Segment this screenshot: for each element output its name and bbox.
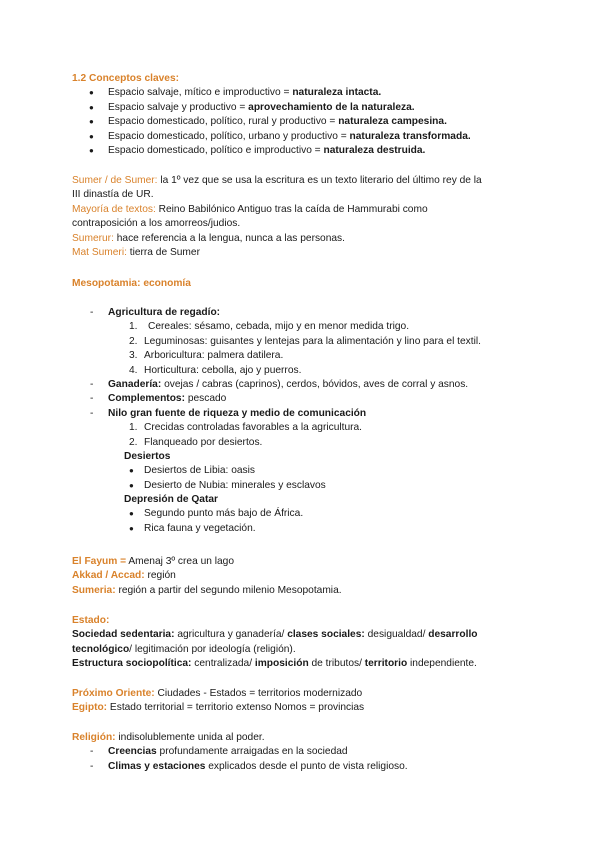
list-item: ● Rica fauna y vegetación. <box>72 522 542 536</box>
dash-marker: - <box>90 746 94 758</box>
definition-proximo-oriente: Próximo Oriente: Ciudades - Estados = territorios modernizado <box>72 688 363 699</box>
list-item: ● Desierto de Nubia: minerales y esclavos <box>72 479 542 493</box>
list-item: 1. Cereales: sésamo, cebada, mijo y en menor medida trigo. <box>129 321 410 333</box>
bullet-marker: ● <box>89 88 94 98</box>
estado-line: Estructura sociopolítica: centralizada/ imposición de tributos/ territorio independiente. <box>72 658 477 670</box>
list-item: - Creencias profundamente arraigadas en la sociedad <box>72 745 542 759</box>
definitions-oriente <box>72 687 542 716</box>
estado-line: Sociedad sedentaria: agricultura y ganadería/ clases sociales: desigualdad/ desarrollo <box>72 629 478 641</box>
list-item: 2. Leguminosas: guisantes y lentejas para la alimentación y lino para el textil. <box>129 335 481 347</box>
bullet-marker: ● <box>89 145 94 155</box>
definition-sumerur: Sumerur: hace referencia a la lengua, nunca a las personas. <box>72 232 345 244</box>
bullet-marker: ● <box>129 480 134 490</box>
economia-list <box>72 306 542 536</box>
list-item: - Complementos: pescado <box>72 392 542 406</box>
definition-mayoria: Mayoría de textos: Reino Babilónico Antiguo tras la caída de Hammurabi como <box>72 203 428 215</box>
list-item: 1. Crecidas controladas favorables a la agricultura. <box>129 422 363 434</box>
bullet-marker: ● <box>89 102 94 112</box>
definition-sumer: Sumer / de Sumer: la 1º vez que se usa la escritura es un texto literario del último rey de la <box>72 175 482 186</box>
dash-marker: - <box>90 407 94 419</box>
section-heading-estado: Estado: <box>72 615 110 626</box>
dash-marker: - <box>90 378 94 390</box>
section-estado <box>72 614 542 672</box>
list-item: ● Espacio salvaje, mítico e improductivo = naturaleza intacta. <box>72 86 542 100</box>
subheading-desiertos: Desiertos <box>124 450 171 462</box>
list-item: ● Espacio domesticado, político e improductivo = naturaleza destruida. <box>72 144 542 158</box>
definition-egipto: Egipto: Estado territorial = territorio extenso Nomos = provincias <box>72 702 365 714</box>
list-item: 3. Arboricultura: palmera datilera. <box>129 350 284 362</box>
dash-marker: - <box>90 760 94 772</box>
dash-marker: - <box>90 307 94 318</box>
section-conceptos <box>72 72 542 158</box>
definitions-sumer <box>72 174 542 260</box>
definition-sumer-cont: III dinastía de UR. <box>72 189 154 201</box>
list-item: ● Espacio salvaje y productivo = aprovechamiento de la naturaleza. <box>72 101 542 115</box>
list-item: - Nilo gran fuente de riqueza y medio de comunicación <box>72 407 542 421</box>
list-item: ● Segundo punto más bajo de África. <box>72 507 542 521</box>
list-item: ● Espacio domesticado, político, urbano y productivo = naturaleza transformada. <box>72 130 542 144</box>
definition-akkad: Akkad / Accad: región <box>72 570 176 582</box>
list-item: 4. Horticultura: cebolla, ajo y puerros. <box>129 364 302 376</box>
list-item: - Agricultura de regadío: <box>72 306 542 320</box>
definition-mayoria-cont: contraposición a los amorreos/judios. <box>72 218 241 230</box>
list-item: ● Desiertos de Libia: oasis <box>72 464 542 478</box>
bullet-marker: ● <box>89 117 94 127</box>
definition-fayum: El Fayum = Amenaj 3º crea un lago <box>72 556 235 567</box>
section-economia <box>72 277 542 291</box>
list-item: - Climas y estaciones explicados desde el punto de vista religioso. <box>72 760 542 774</box>
definition-mat-sumeri: Mat Sumeri: tierra de Sumer <box>72 247 200 259</box>
definition-religion: Religión: indisolublemente unida al poder. <box>72 732 265 743</box>
definition-sumeria: Sumeria: región a partir del segundo milenio Mesopotamia. <box>72 584 342 596</box>
bullet-marker: ● <box>129 466 134 476</box>
subheading-qatar: Depresión de Qatar <box>124 494 218 506</box>
list-item: ● Espacio domesticado, político, rural y productivo = naturaleza campesina. <box>72 115 542 129</box>
bullet-marker: ● <box>89 131 94 141</box>
list-item: - Ganadería: ovejas / cabras (caprinos), cerdos, bóvidos, aves de corral y asnos. <box>72 378 542 392</box>
dash-marker: - <box>90 393 94 405</box>
list-item: 2. Flanqueado por desiertos. <box>129 436 263 448</box>
bullet-marker: ● <box>129 523 134 533</box>
definitions-egipto <box>72 555 542 598</box>
section-heading-conceptos: 1.2 Conceptos claves: <box>72 73 180 84</box>
section-heading-economia: Mesopotamia: economía <box>72 278 191 289</box>
bullet-marker: ● <box>129 509 134 519</box>
estado-line: tecnológico/ legitimación por ideología (religión). <box>72 643 296 655</box>
section-religion <box>72 731 542 774</box>
